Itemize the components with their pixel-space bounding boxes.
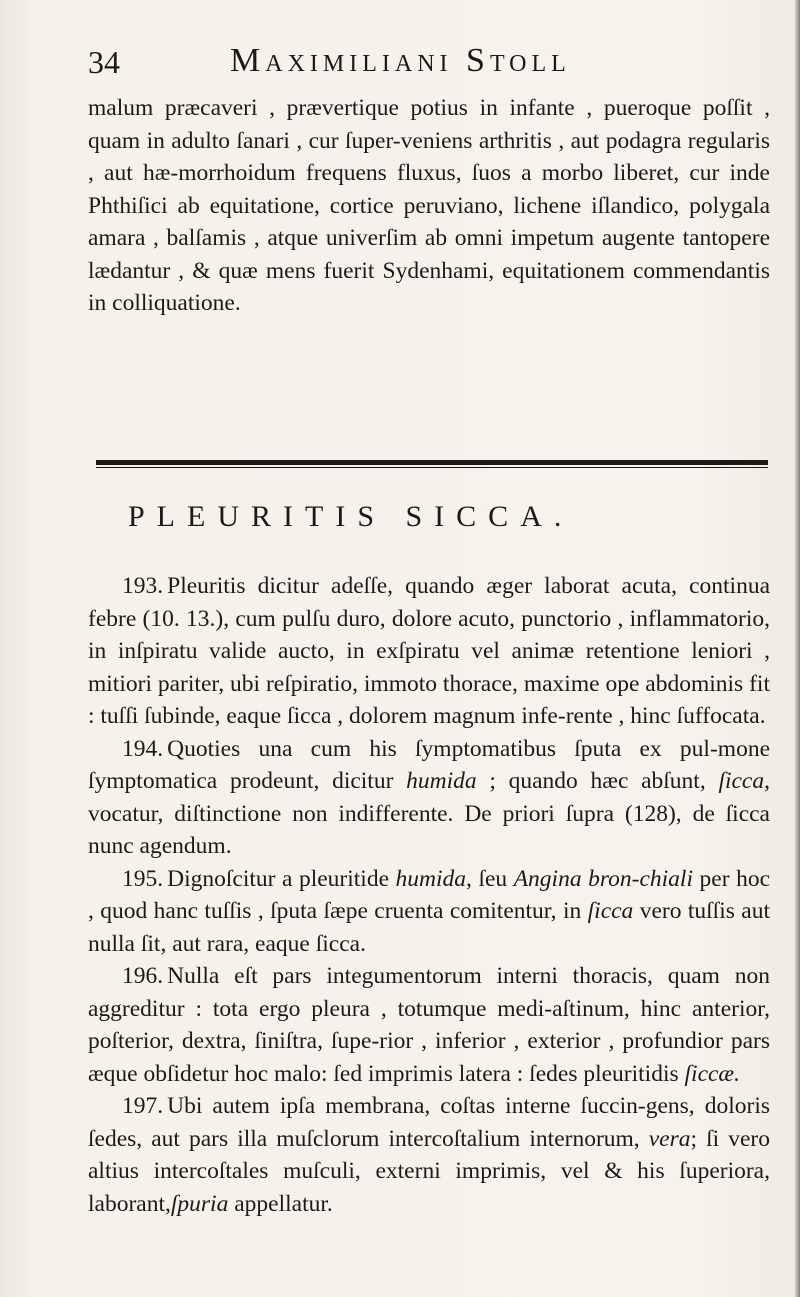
page-number: 34: [88, 44, 120, 80]
paragraph-text: , vocatur, diſtinctione non indifferente. De priori ſupra (128), de ſicca nunc agendum.: [88, 768, 770, 859]
paragraph-text: , ſeu: [466, 865, 514, 892]
paragraph-text: per hoc , quod hanc tuſſis , ſputa ſæpe cruenta comitentur, in: [88, 865, 770, 924]
paragraph-text: ; quando hæc abſunt,: [476, 768, 719, 794]
paragraph-text: Ubi autem ipſa membrana, coſtas interne ſuccin-gens, doloris ſedes, aut pars illa muſclorum intercoſtalium internorum,: [88, 1093, 770, 1152]
paragraph-195: [88, 863, 770, 961]
section-title: PLEURITIS SICCA.: [128, 500, 574, 533]
paragraph-text: Quoties una cum his ſymptomatibus ſputa ex pul-mone ſymptomatica prodeunt, dicitur: [88, 735, 770, 794]
paragraph-196: [88, 960, 770, 1090]
paragraph-number: 194.: [122, 735, 164, 762]
page-edge-shadow: [794, 0, 800, 1297]
italic-term: ſicca: [718, 768, 765, 794]
italic-term: humida: [406, 768, 477, 794]
paragraph-193: [88, 570, 770, 733]
paragraph-text: appellatur.: [228, 1190, 333, 1217]
paragraph-194: [88, 733, 770, 863]
italic-term: vera: [648, 1125, 691, 1152]
section-divider: [96, 460, 768, 468]
italic-term: humida: [395, 865, 467, 892]
paragraph-text: Dignoſcitur a pleuritide: [167, 865, 396, 892]
paragraph-number: 197.: [122, 1093, 164, 1119]
italic-term: ſicca: [587, 898, 634, 924]
intro-paragraph: [88, 92, 770, 320]
running-head: [88, 40, 768, 90]
paragraph-text: ; ſi vero altius intercoſtales muſculi, externi imprimis, vel & his ſuperiora, laborant,: [88, 1125, 770, 1217]
paragraph-text: Pleuritis dicitur adeſſe, quando æger laborat acuta, continua febre (10. 13.), cum pulſu duro, dolore acuto, punctorio , inflammatorio, in inſpiratu valide aucto, in exſpiratu vel animæ retentione leniori , mitiori pariter, ubi reſpiratio, immoto thorace, maxime ope abdominis fit : tuſſi ſubinde, eaque ſicca , dolorem magnum infe-rente , hinc ſuffocata.: [88, 573, 770, 729]
paragraph-number: 196.: [122, 963, 164, 989]
paragraph-text: vero tuſſis aut nulla ſit, aut rara, eaque ſicca.: [88, 898, 770, 957]
section-body: [88, 570, 770, 1220]
intro-text: malum præcaveri , prævertique potius in infante , pueroque poſſit , quam in adulto ſanari , cur ſuper-veniens arthritis , aut podagra regularis , aut hæ-morrhoidum frequens fluxus, ſuos a morbo liberet, cur inde Phthiſici ab equitatione, cortice peruviano, lichene iſlandico, polygala amara , balſamis , atque univerſim ab omni impetum augente tantopere lædantur , & quæ mens fuerit Sydenhami, equitationem commendantis in colliquatione.: [88, 95, 770, 316]
paragraph-text: Nulla eſt pars integumentorum interni thoracis, quam non aggreditur : tota ergo pleura , totumque medi-aſtinum, hinc anterior, poſterior, dextra, ſiniſtra, ſupe-rior , inferior , exterior , profundior pars æque obſidetur hoc malo: ſed imprimis latera : ſedes pleuritidis: [88, 963, 770, 1087]
italic-term: Angina bron-chiali: [513, 865, 693, 892]
paragraph-number: 195.: [122, 865, 164, 892]
italic-term: ſiccæ.: [684, 1060, 740, 1087]
running-title: Maximiliani Stoll: [230, 42, 571, 79]
paragraph-number: 193.: [122, 573, 164, 599]
paragraph-197: [88, 1090, 770, 1220]
italic-term: ſpuria: [170, 1190, 229, 1217]
